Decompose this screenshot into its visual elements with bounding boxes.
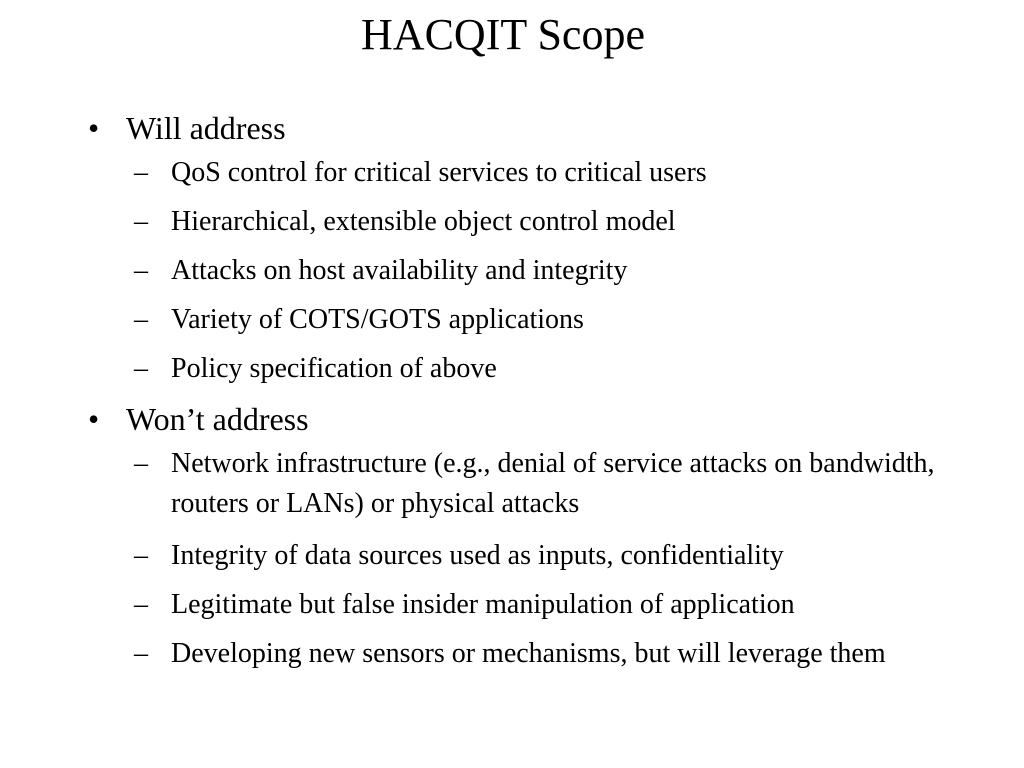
dash-icon: – — [134, 540, 148, 571]
sub-item-text: Attacks on host availability and integrity — [171, 255, 628, 286]
sub-item-text: Policy specification of above — [171, 353, 497, 384]
sub-item — [134, 588, 948, 622]
sub-item — [134, 634, 948, 674]
bullet-heading: Will address — [126, 110, 286, 146]
sub-item — [134, 205, 948, 239]
slide-content — [88, 104, 948, 689]
dash-icon: – — [134, 255, 148, 286]
dash-icon: – — [134, 638, 148, 669]
sub-list-wont-address — [134, 444, 948, 674]
sub-item-text: Integrity of data sources used as inputs, confidentiality — [171, 540, 784, 571]
sub-item-text: Network infrastructure (e.g., denial of service attacks on bandwidth, routers or LANs) or physical attacks — [171, 448, 935, 519]
dash-icon: – — [134, 589, 148, 620]
bullet-icon: • — [88, 401, 100, 437]
dash-icon: – — [134, 304, 148, 335]
bullet-icon: • — [88, 110, 100, 146]
sub-list-will-address — [134, 156, 948, 386]
dash-icon: – — [134, 157, 148, 188]
slide-title: HACQIT Scope — [361, 10, 645, 59]
sub-item — [134, 444, 948, 524]
sub-item-text: QoS control for critical services to critical users — [171, 157, 707, 188]
sub-item-text: Developing new sensors or mechanisms, but will leverage them — [171, 638, 886, 669]
bullet-wont-address — [88, 401, 948, 437]
sub-item — [134, 254, 948, 288]
sub-item-text: Legitimate but false insider manipulation of application — [171, 589, 795, 620]
dash-icon: – — [134, 448, 148, 479]
sub-item — [134, 303, 948, 337]
sub-item — [134, 539, 948, 573]
sub-item-text: Variety of COTS/GOTS applications — [171, 304, 584, 335]
dash-icon: – — [134, 353, 148, 384]
sub-item — [134, 352, 948, 386]
sub-item — [134, 156, 948, 190]
sub-item-text: Hierarchical, extensible object control model — [171, 206, 676, 237]
bullet-heading: Won’t address — [126, 401, 309, 437]
dash-icon: – — [134, 206, 148, 237]
bullet-will-address — [88, 110, 948, 146]
